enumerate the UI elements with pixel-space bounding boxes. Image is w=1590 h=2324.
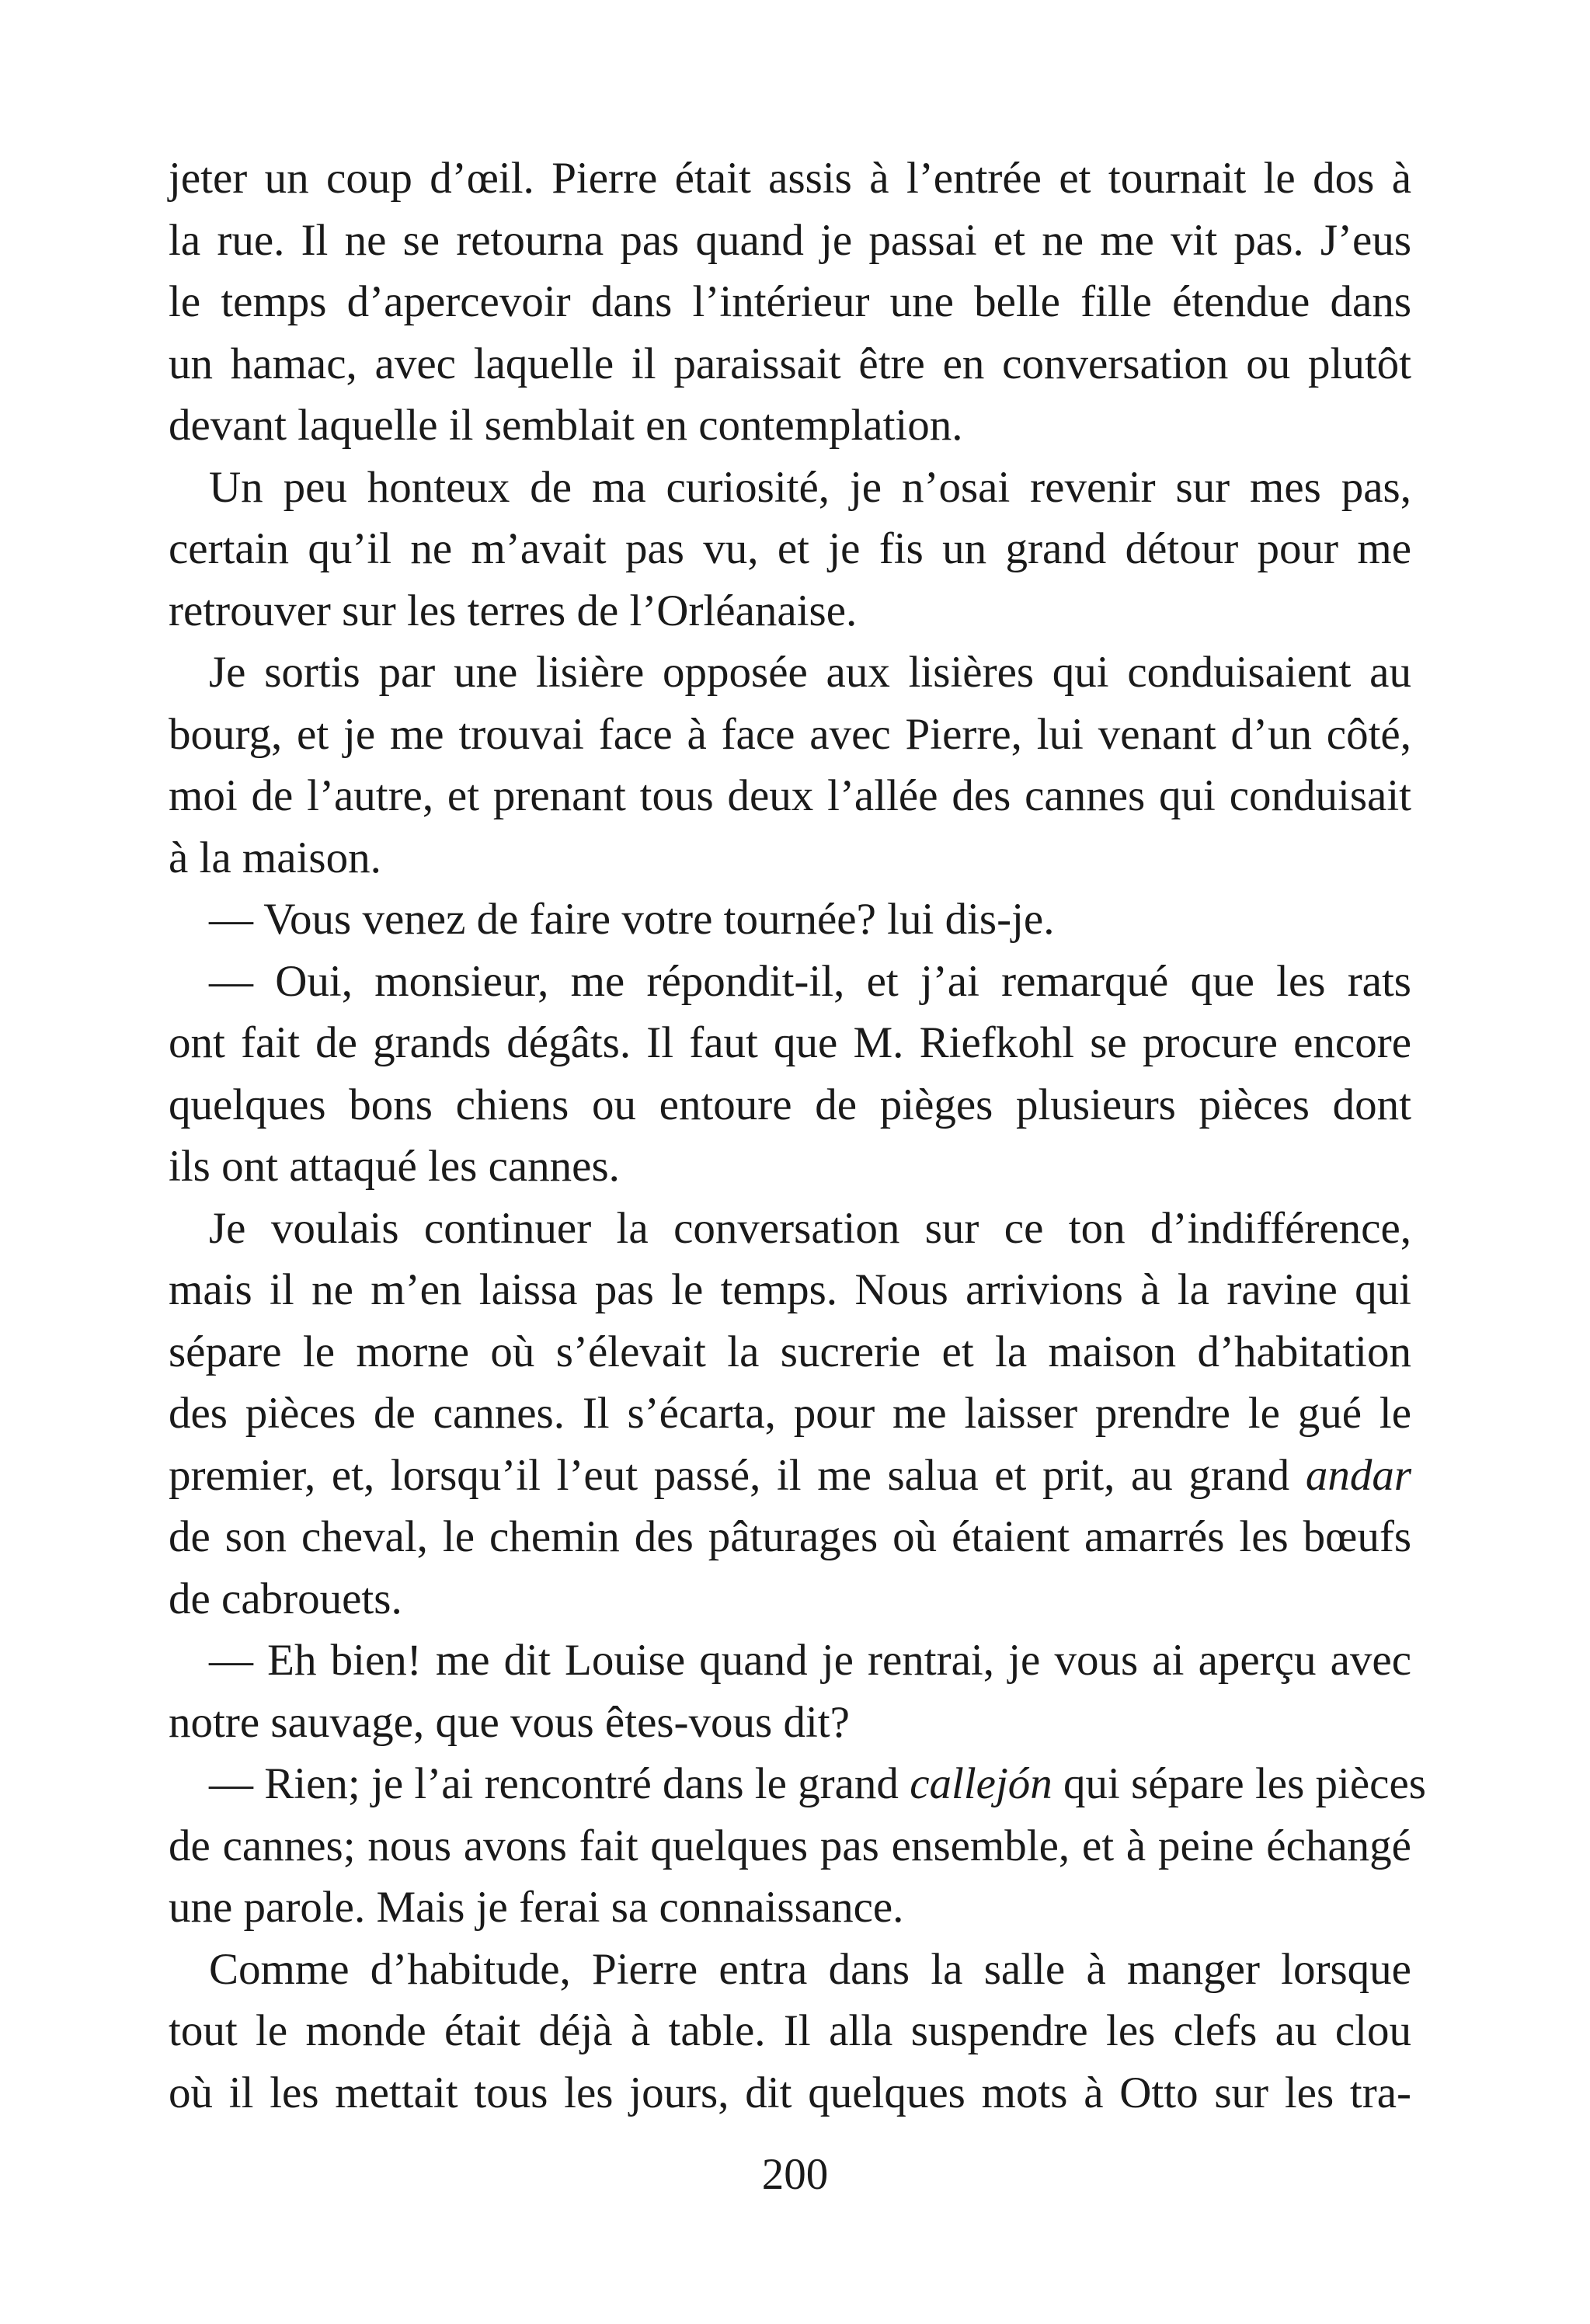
text-line: Un peu honteux de ma curiosité, je n’osai revenir sur mes pas, (209, 462, 1411, 512)
text-line: Je voulais continuer la conversation sur ce ton d’indifférence, (209, 1203, 1411, 1253)
paragraph (169, 951, 1411, 1198)
text-line: des pièces de cannes. Il s’écarta, pour me laisser prendre le gué le (169, 1389, 1411, 1438)
page-body (169, 148, 1426, 2124)
text-line: jeter un coup d’œil. Pierre était assis à l’entrée et tournait le dos à (169, 154, 1411, 203)
text-line: premier, et, lorsqu’il l’eut passé, il me salua et prit, au grand andar (169, 1450, 1411, 1500)
text-line: la rue. Il ne se retourna pas quand je passai et ne me vit pas. J’eus (169, 215, 1411, 265)
text-line: quelques bons chiens ou entoure de pièges plusieurs pièces dont (169, 1080, 1411, 1129)
paragraph (169, 457, 1411, 642)
text-line: Comme d’habitude, Pierre entra dans la salle à manger lorsque (209, 1944, 1411, 1994)
text-line: sépare le morne où s’élevait la sucrerie et la maison d’habitation (169, 1327, 1411, 1376)
paragraph (169, 889, 1411, 951)
paragraph (169, 148, 1411, 457)
text-line: Je sortis par une lisière opposée aux lisières qui conduisaient au (209, 648, 1411, 697)
text-line: de cannes; nous avons fait quelques pas ensemble, et à peine échangé (169, 1821, 1411, 1870)
text-line: de cabrouets. (169, 1574, 402, 1623)
text-line: un hamac, avec laquelle il paraissait être en conversation ou plutôt (169, 339, 1411, 388)
text-line: à la maison. (169, 833, 381, 882)
text-line: où il les mettait tous les jours, dit quelques mots à Otto sur les tra- (169, 2068, 1411, 2117)
text-line: — Vous venez de faire votre tournée? lui dis-je. (209, 895, 1055, 944)
text-line: ont fait de grands dégâts. Il faut que M. Riefkohl se procure encore (169, 1018, 1411, 1067)
text-line: retrouver sur les terres de l’Orléanaise. (169, 586, 858, 635)
text-line: — Eh bien! me dit Louise quand je rentrai, je vous ai aperçu avec (209, 1636, 1411, 1685)
text-line: une parole. Mais je ferai sa connaissance. (169, 1883, 904, 1932)
text-line: moi de l’autre, et prenant tous deux l’allée des cannes qui conduisait (169, 771, 1411, 820)
paragraph (169, 1753, 1426, 1939)
text-line: mais il ne m’en laissa pas le temps. Nous arrivions à la ravine qui (169, 1265, 1411, 1314)
paragraph (169, 1939, 1411, 2124)
text-line: le temps d’apercevoir dans l’intérieur une belle fille étendue dans (169, 277, 1411, 326)
text-line: notre sauvage, que vous êtes-vous dit? (169, 1697, 850, 1747)
paragraph (169, 1198, 1411, 1630)
paragraph (169, 1630, 1411, 1753)
text-line: tout le monde était déjà à table. Il alla suspendre les clefs au clou (169, 2006, 1411, 2055)
text-line: ils ont attaqué les cannes. (169, 1142, 620, 1191)
text-line: de son cheval, le chemin des pâturages où étaient amarrés les bœufs (169, 1512, 1411, 1561)
page-number: 200 (761, 2150, 829, 2199)
text-line: devant laquelle il semblait en contemplation. (169, 401, 963, 450)
text-line: bourg, et je me trouvai face à face avec Pierre, lui venant d’un côté, (169, 709, 1411, 759)
text-line: certain qu’il ne m’avait pas vu, et je fis un grand détour pour me (169, 524, 1411, 573)
text-line: — Rien; je l’ai rencontré dans le grand callejón qui sépare les pièces (209, 1759, 1426, 1808)
text-line: — Oui, monsieur, me répondit-il, et j’ai remarqué que les rats (209, 956, 1411, 1006)
paragraph (169, 642, 1411, 889)
